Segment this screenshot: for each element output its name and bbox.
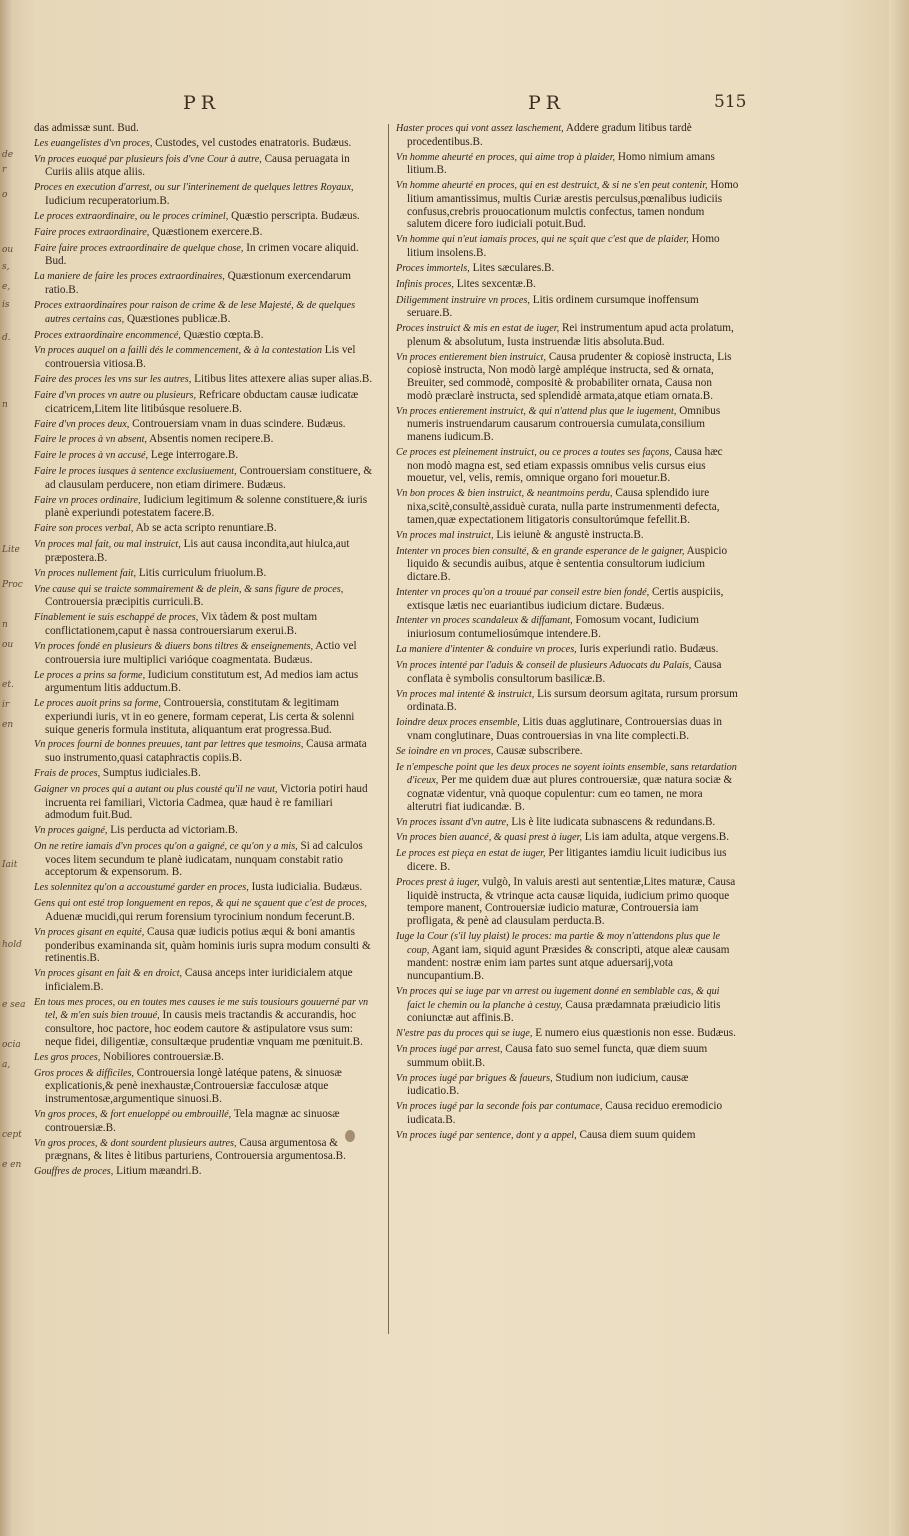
dictionary-entry (396, 262, 740, 276)
dictionary-entry (34, 1165, 379, 1179)
latin-gloss: Controuersia, constitutam & legitimam experiundi iuris, vt in eo genere, formam ceperat, Lis certa & solenni suique generis formula instituta, aliquantum erat progressa.Bud. (45, 697, 355, 736)
dictionary-entry (396, 761, 740, 814)
latin-gloss: Controuersia præcipitis curriculi.B. (45, 596, 204, 609)
latin-gloss: Lis è lite iudicata subnascens & redundans.B. (511, 815, 716, 828)
french-headword: Intenter vn proces qu'on a trouué par conseil estre bien fondé, (396, 586, 650, 598)
latin-gloss: Iuris experiundi ratio. Budæus. (579, 643, 719, 656)
french-headword: Vn homme aheurté en proces, qui en est destruict, & si ne s'en peut contenir, (396, 180, 708, 192)
latin-gloss: Controuersia longè latéque patens, & sinuosæ explicationis,& penè inexhaustæ,Controuersiæ facculosæ atque instrumentosæ,argumentique sinuosi.B. (45, 1066, 342, 1106)
french-headword: Vn proces iugé par brigues & faueurs, (396, 1072, 553, 1084)
margin-fragment: ou (2, 245, 14, 255)
dictionary-entry (34, 881, 379, 895)
french-headword: Vn proces mal instruict, (396, 529, 494, 541)
french-headword: Vn proces euoqué par plusieurs fois d'vne Cour à autre, (34, 153, 262, 165)
french-headword: Ie n'empesche point que les deux proces ne soyent ioints ensemble, sans retardation d'iceux, (396, 761, 737, 787)
french-headword: Vn proces gisant en fait & en droict, (34, 968, 183, 980)
french-headword: Le proces est pieça en estat de iuger, (396, 848, 546, 860)
french-headword: Vn gros proces, & fort enueloppé ou embrouillé, (34, 1108, 232, 1120)
margin-fragment: o (2, 190, 8, 200)
dictionary-entry (34, 270, 379, 296)
latin-gloss: Causa hæc non modò magna est, sed etiam expassis omnibus velis cursus eius mouetur, vel, velis, remis, omnique organo fori mouetur.B. (407, 446, 723, 485)
dictionary-entry (34, 522, 379, 536)
dictionary-entry (396, 930, 740, 983)
french-headword: Faire d'vn proces vn autre ou plusieurs, (34, 389, 197, 401)
french-headword: Faire d'vn proces deux, (34, 418, 130, 430)
latin-gloss: Causa quæ iudicis potius æqui & boni amantis ponderibus examinanda sit, quàm hominis iuris supra modum consulti & retinentis.B. (45, 925, 371, 965)
margin-fragment: s, (2, 262, 10, 272)
dictionary-entry (396, 446, 740, 485)
page-number: 515 (714, 92, 747, 112)
french-headword: Intenter vn proces scandaleux & diffamant, (396, 615, 573, 627)
dictionary-entry (34, 418, 379, 432)
latin-gloss: Fomosum vocant, Iudicium iniuriosum contumeliosúmque intendere.B. (407, 614, 699, 641)
margin-fragment: de (2, 150, 14, 160)
latin-gloss: Vix tàdem & post multam conflictationem,caput è nassa controuersiarum exerui.B. (45, 611, 318, 638)
french-headword: Diligemment instruire vn proces, (396, 294, 530, 306)
latin-gloss: Iusta iudicialia. Budæus. (251, 881, 363, 894)
french-headword: Gens qui ont esté trop longuement en repos, & qui ne sçauent que c'est de proces, (34, 898, 367, 910)
french-headword: Les gros proces, (34, 1051, 101, 1063)
latin-gloss: Rei instrumentum apud acta prolatum, plenum & absolutum, Iusta instruendæ litis absoluta.Bud. (407, 322, 734, 348)
french-headword: La maniere de faire les proces extraordinaires, (34, 271, 225, 283)
dictionary-entry (34, 697, 379, 736)
dictionary-entry (396, 545, 740, 584)
latin-gloss: Controuersiam vnam in duas scindere. Budæus. (132, 417, 346, 430)
french-headword: Vn bon proces & bien instruict, & neantmoins perdu, (396, 488, 613, 500)
dictionary-entry (34, 153, 379, 179)
dictionary-entry (34, 738, 379, 764)
latin-gloss: In crimen vocare aliquid. Bud. (45, 241, 359, 268)
latin-gloss: Lis vel controuersia vitiosa.B. (45, 344, 356, 371)
dictionary-entry (34, 640, 379, 666)
dictionary-entry (396, 322, 740, 348)
french-headword: Proces instruict & mis en estat de iuger, (396, 323, 560, 335)
dictionary-entry (34, 344, 379, 370)
latin-gloss: Quæstionum exercendarum ratio.B. (45, 270, 351, 297)
dictionary-entry (34, 967, 379, 993)
dictionary-entry (396, 1027, 740, 1041)
latin-gloss: vulgò, In valuis aresti aut sententiæ,Lites maturæ, Causa liquidè instructa, & vtrinque acta causæ liquida, iudicium primo quoque tempore manent, Controuersiæ iudicio maturæ, Controuersia iam profligata, & penè ad clausulam perducta.B. (407, 875, 736, 928)
dictionary-entry (396, 351, 740, 403)
dictionary-entry (34, 494, 379, 520)
french-headword: Gaigner vn proces qui a autant ou plus cousté qu'il ne vaut, (34, 783, 278, 795)
dictionary-entry (396, 1129, 740, 1143)
margin-fragment: ocia (2, 1040, 21, 1050)
latin-gloss: Agant iam, siquid agunt Præsides & conscripti, atque aleæ causam mandent: nostræ enim iam partes sunt atque aduersarij,vota nuncupantium.B. (407, 943, 730, 983)
dictionary-entry (34, 389, 379, 415)
dictionary-entry (396, 716, 740, 742)
french-headword: Vn proces fourni de bonnes preuues, tant par lettres que tesmoins, (34, 739, 304, 751)
latin-gloss: Quæstio perscripta. Budæus. (231, 209, 360, 222)
latin-gloss: Causa prudenter & copiosè instructa, Lis copiosè instructa, Non modò largè ampléque instructa, sed & ornata, Breuiter, sed commodè, compositè & probabiliter ornata, Causa non modò præclarè instructa, sed splendidè armata,atque etiam ornata.B. (407, 350, 732, 402)
dictionary-entry (34, 329, 379, 343)
margin-fragment: Iait (2, 860, 18, 870)
latin-gloss: Litis duas agglutinare, Controuersias duas in vnam conglutinare, Duas controuersias in vna lite complecti.B. (407, 716, 722, 742)
dictionary-entry (34, 226, 379, 240)
dictionary-entry (396, 745, 740, 759)
latin-gloss: Auspicio liquido & secundis auibus, atque è sententia consultorum iudicium dictare.B. (407, 544, 728, 583)
latin-gloss: Litis curriculum friuolum.B. (138, 566, 267, 579)
french-headword: Faire proces extraordinaire, (34, 226, 150, 238)
latin-gloss: In causis meis tractandis & accurandis, hoc consultore, hoc pactore, hoc eodem cautore & astipulatore vsus sum: neque fidei, diligentiæ, consultæque prudentiæ vnquam me pœnituit.B. (45, 1009, 363, 1048)
french-headword: Faire le proces à vn accusé, (34, 450, 149, 462)
latin-gloss: Litis ordinem cursumque inoffensum seruare.B. (407, 293, 699, 320)
latin-gloss: Ab se acta scripto renuntiare.B. (135, 522, 277, 535)
latin-gloss: Causa splendido iure nixa,scitè,consultè,assiduè curata, nulla parte instrumenmenti defecta, tamen,quæ expectationem litigatoris consultorúmque fefellit.B. (407, 487, 720, 526)
dictionary-entry (34, 1137, 379, 1163)
dictionary-entry (34, 783, 379, 822)
french-headword: Vn gros proces, & dont sourdent plusieurs autres, (34, 1137, 237, 1149)
french-headword: Vn proces entierement bien instruict, (396, 351, 547, 363)
margin-fragment: ou (2, 640, 14, 650)
dictionary-entry (34, 897, 379, 923)
dictionary-entry (34, 1067, 379, 1106)
latin-gloss: Causa diem suum quidem (579, 1128, 696, 1141)
dictionary-entry (34, 926, 379, 965)
french-headword: Ioindre deux proces ensemble, (396, 717, 520, 729)
dictionary-entry (34, 373, 379, 387)
latin-gloss: Per litigantes iamdiu licuit iudicibus ius dicere. B. (407, 847, 727, 874)
french-headword: Iuge la Cour (s'il luy plaist) le proces: ma partie & moy n'attendons plus que le coup, (396, 930, 720, 956)
french-headword: Proces extraordinaire encommencé, (34, 329, 181, 341)
french-headword: Frais de proces, (34, 768, 101, 779)
dictionary-entry (34, 567, 379, 581)
french-headword: Vn proces iugé par arrest, (396, 1044, 503, 1056)
dictionary-entry (396, 233, 740, 259)
dictionary-entry (34, 210, 379, 224)
latin-gloss: Homo litium amantissimus, multis Curiæ arestis perculsus,pœnalibus iudiciis confusus,crebris prouocationum mulctis confectus, tamen nondum salutem dicere foro iudiciali potuit.Bud. (407, 179, 739, 231)
margin-fragment: is (2, 300, 10, 310)
dictionary-entry (34, 669, 379, 695)
margin-fragment: en (2, 720, 14, 730)
latin-gloss: Causa armata suo instrumento,quasi cataphractis copiis.B. (45, 738, 367, 765)
dictionary-entry (396, 405, 740, 444)
french-headword: Intenter vn proces bien consulté, & en grande esperance de le gaigner, (396, 545, 685, 557)
gutter-shadow (0, 0, 12, 1536)
french-headword: Proces immortels, (396, 262, 470, 274)
dictionary-entry (396, 151, 740, 177)
latin-gloss: Studium non iudicium, causæ iudicatio.B. (407, 1071, 689, 1098)
french-headword: Vn proces issant d'vn autre, (396, 816, 509, 828)
margin-fragment: e sea (2, 1000, 26, 1010)
latin-gloss: Causa peruagata in Curiis aliis atque aliis. (45, 152, 350, 179)
latin-gloss: Homo litium insolens.B. (407, 233, 720, 259)
latin-gloss: Refricare obductam causæ iudicatæ cicatricem,Litem lite litibúsque resoluere.B. (45, 388, 359, 415)
latin-gloss: Iudicium recuperatorium.B. (45, 195, 170, 208)
dictionary-entry (34, 840, 379, 879)
dictionary-entry (34, 449, 379, 463)
latin-gloss: Controuersiam constituere, & ad clausulam perducere, non etiam dirimere. Budæus. (45, 465, 373, 491)
dictionary-entry (396, 586, 740, 612)
french-headword: Les euangelistes d'vn proces, (34, 137, 153, 149)
column-rule (388, 124, 389, 1334)
page-edge (889, 0, 909, 1536)
latin-gloss: Quæstio cœpta.B. (183, 328, 264, 341)
latin-gloss: Addere gradum litibus tardè procedentibus.B. (407, 122, 692, 148)
dictionary-entry (396, 179, 740, 231)
dictionary-entry (396, 831, 740, 845)
french-headword: Infinis proces, (396, 278, 454, 290)
margin-fragment: r (2, 165, 7, 175)
french-headword: Vn proces iugé par la seconde fois par contumace, (396, 1101, 603, 1113)
latin-gloss: Causa reciduo eremodicio iudicata.B. (407, 1100, 723, 1127)
french-headword: Finablement ie suis eschappé de proces, (34, 612, 199, 624)
french-headword: Proces en execution d'arrest, ou sur l'interinement de quelques lettres Royaux, (34, 182, 354, 194)
dictionary-entry (396, 614, 740, 640)
french-headword: Faire son proces verbal, (34, 523, 134, 535)
french-headword: Faire faire proces extraordinaire de quelque chose, (34, 242, 244, 254)
latin-gloss: Custodes, vel custodes enatratoris. Budæus. (155, 136, 352, 149)
margin-fragment: n (2, 400, 8, 410)
french-headword: La maniere d'intenter & conduire vn proces, (396, 644, 577, 656)
latin-gloss: Iudicium legitimum & solenne constituere,& iuris planè experiundi potestatem facere.B. (45, 493, 368, 520)
french-headword: Faire vn proces ordinaire, (34, 494, 141, 506)
french-headword: Vn proces nullement fait, (34, 567, 137, 579)
french-headword: Vn proces fondé en plusieurs & diuers bons tiltres & enseignements, (34, 640, 314, 652)
dictionary-entry (34, 137, 379, 151)
dictionary-entry (34, 824, 379, 838)
french-headword: Le proces extraordinaire, ou le proces criminel, (34, 210, 229, 222)
french-headword: On ne retire iamais d'vn proces qu'on a gaigné, ce qu'on y a mis, (34, 841, 298, 853)
margin-fragment: Lite (2, 545, 20, 555)
latin-gloss: Victoria potiri haud incruenta rei familiari, Victoria Cadmea, quæ haud è re familiari admodum fuit.Bud. (45, 782, 368, 822)
margin-fragment: e, (2, 282, 11, 292)
french-headword: Proces extraordinaires pour raison de crime & de lese Majesté, & de quelques autres certains cas, (34, 299, 356, 325)
latin-gloss: Lis sursum deorsum agitata, rursum prorsum ordinata.B. (407, 687, 738, 714)
latin-gloss: Lis ieiunè & angustè instructa.B. (496, 528, 644, 541)
dictionary-entry (396, 278, 740, 292)
margin-fragment: cept (2, 1130, 22, 1140)
french-headword: Vn proces qui se iuge par vn arrest ou iugement donné en semblable cas, & qui faict le chemin ou la planche à cestuy, (396, 985, 720, 1011)
latin-gloss: Aduenæ mucidi,qui rerum forensium tyrocinium nondum fecerunt.B. (45, 910, 355, 923)
margin-fragment: d. (2, 333, 11, 343)
dictionary-entry (396, 122, 740, 148)
latin-gloss: Lites sexcentæ.B. (456, 277, 536, 290)
margin-fragment: n (2, 620, 8, 630)
french-headword: Proces prest à iuger, (396, 876, 480, 888)
dictionary-entry (396, 643, 740, 657)
french-headword: Vn proces entierement instruict, & qui n'attend plus que le iugement, (396, 405, 677, 417)
latin-gloss: Lege interrogare.B. (150, 449, 239, 462)
margin-fragment: ir (2, 700, 10, 710)
dictionary-entry (34, 1108, 379, 1134)
dictionary-entry (396, 816, 740, 830)
latin-gloss: Omnibus numeris instruendarum causarum controuersia cumulata,consilium manens iudicum.B. (407, 404, 721, 444)
french-headword: Vne cause qui se traicte sommairement & de plein, & sans figure de proces, (34, 583, 344, 595)
french-headword: Haster proces qui vont assez laschement, (396, 123, 564, 134)
dictionary-entry (396, 659, 740, 685)
dictionary-entry (396, 985, 740, 1025)
latin-gloss: das admissæ sunt. Bud. (34, 122, 139, 134)
dictionary-entry (34, 1051, 379, 1065)
latin-gloss: Lis aut causa incondita,aut hiulca,aut præpostera.B. (45, 538, 350, 564)
french-headword: Vn homme aheurté en proces, qui aime trop à plaider, (396, 151, 616, 163)
dictionary-entry (396, 1072, 740, 1098)
margin-fragment: hold (2, 940, 22, 950)
right-running-head: PR (528, 92, 566, 114)
dictionary-entry (34, 583, 379, 609)
left-running-head: PR (183, 92, 221, 114)
french-headword: Vn proces bien auancé, & quasi prest à iuger, (396, 832, 582, 844)
latin-gloss: Lites sæculares.B. (472, 261, 555, 274)
dictionary-entry (396, 876, 740, 928)
french-headword: Les solennitez qu'on a accoustumé garder en proces, (34, 882, 249, 894)
ink-stain (345, 1130, 355, 1142)
french-headword: Vn proces mal intenté & instruict, (396, 688, 535, 700)
latin-gloss: Litibus lites attexere alias super alias.B. (194, 373, 373, 386)
dictionary-entry (34, 611, 379, 637)
latin-gloss: Causa conflata è symbolis consultorum basilicæ.B. (407, 658, 722, 685)
french-headword: Le proces auoit prins sa forme, (34, 698, 161, 710)
dictionary-entry (396, 487, 740, 526)
dictionary-entry (396, 529, 740, 543)
french-headword: Vn homme qui n'eut iamais proces, qui ne sçait que c'est que de plaider, (396, 234, 689, 246)
latin-gloss: Causa argumentosa & prægnans, & lites è litibus parturiens, Controuersia argumentosa.B. (45, 1136, 346, 1163)
left-column (34, 122, 379, 1181)
latin-gloss: Litium mæandri.B. (116, 1165, 202, 1178)
dictionary-entry (34, 242, 379, 268)
latin-gloss: Lis iam adulta, atque vergens.B. (584, 831, 730, 844)
french-headword: Vn proces intenté par l'aduis & conseil de plusieurs Aduocats du Palais, (396, 659, 692, 671)
latin-gloss: Tela magnæ ac sinuosæ controuersiæ.B. (45, 1107, 340, 1134)
dictionary-entry (396, 294, 740, 320)
french-headword: Ce proces est pleinement instruict, ou ce proces a toutes ses façons, (396, 447, 672, 459)
latin-gloss: Lis perducta ad victoriam.B. (110, 824, 238, 837)
dictionary-entry (34, 465, 379, 491)
dictionary-entry (34, 538, 379, 564)
latin-gloss: Causa prædamnata præiudicio litis coniunctæ aut affinis.B. (407, 998, 721, 1025)
french-headword: Le proces a prins sa forme, (34, 669, 146, 681)
french-headword: En tous mes proces, ou en toutes mes causes ie me suis tousiours gouuerné par vn tel, & m'en suis bien trouué, (34, 996, 369, 1022)
french-headword: Vn proces iugé par sentence, dont y a appel, (396, 1129, 577, 1141)
margin-fragment: et. (2, 680, 14, 690)
french-headword: Vn proces gisant en equité, (34, 926, 145, 938)
margin-fragment: a, (2, 1060, 11, 1070)
right-column (396, 122, 740, 1145)
margin-fragment: e en (2, 1160, 22, 1170)
latin-gloss: Actio vel controuersia iure multiplici varióque coagmentata. Budæus. (45, 639, 357, 666)
french-headword: Faire le proces iusques à sentence exclusiuement, (34, 466, 237, 478)
latin-gloss: Nobiliores controuersiæ.B. (103, 1050, 224, 1063)
dictionary-entry (396, 688, 740, 714)
latin-gloss: Causa anceps inter iuridicialem atque inficialem.B. (45, 967, 353, 993)
latin-gloss: Absentis nomen recipere.B. (149, 433, 274, 446)
latin-gloss: Iudicium constitutum est, Ad medios iam actus argumentum litis adductum.B. (45, 668, 359, 695)
french-headword: Faire des proces les vns sur les autres, (34, 374, 192, 386)
french-headword: Vn proces auquel on a failli dés le commencement, & à la contestation (34, 345, 322, 357)
latin-gloss: Homo nimium amans litium.B. (407, 150, 715, 177)
latin-gloss: Quæstiones publicæ.B. (126, 312, 231, 325)
latin-gloss: E numero eius quæstionis non esse. Budæus. (535, 1027, 736, 1040)
latin-gloss: Sumptus iudiciales.B. (102, 767, 201, 779)
dictionary-entry (34, 122, 379, 135)
dictionary-entry (34, 299, 379, 326)
french-headword: Faire le proces à vn absent, (34, 434, 147, 446)
dictionary-entry (34, 996, 379, 1049)
latin-gloss: Certis auspiciis, extisque lætis nec euariantibus iudicium dictare. Budæus. (407, 585, 724, 612)
french-headword: Gouffres de proces, (34, 1166, 114, 1178)
dictionary-entry (34, 767, 379, 781)
dictionary-entry (34, 433, 379, 447)
latin-gloss: Quæstionem exercere.B. (152, 225, 263, 238)
french-headword: Vn proces mal fait, ou mal instruict, (34, 539, 181, 551)
dictionary-entry (396, 1043, 740, 1069)
margin-fragment: Proc (2, 580, 23, 590)
latin-gloss: Si ad calculos voces litem secundum te planè iudicatam, nunquam constabit ratio acceptorum & expensorum. B. (45, 840, 363, 879)
french-headword: Se ioindre en vn proces, (396, 745, 494, 757)
french-headword: Gros proces & difficiles, (34, 1067, 134, 1079)
dictionary-entry (34, 181, 379, 207)
dictionary-entry (396, 1100, 740, 1126)
latin-gloss: Causa fato suo semel functa, quæ diem suum summum obiit.B. (407, 1043, 708, 1069)
french-headword: N'estre pas du proces qui se iuge, (396, 1028, 533, 1040)
latin-gloss: Causæ subscribere. (496, 744, 583, 757)
french-headword: Vn proces gaigné, (34, 825, 108, 837)
dictionary-entry (396, 847, 740, 873)
latin-gloss: Per me quidem duæ aut plures controuersiæ, quæ natura sociæ & cognatæ videntur, vnà quoque copulentur: cum eo tamen, ne mora alterutri fiat iudicandæ. B. (407, 774, 733, 813)
